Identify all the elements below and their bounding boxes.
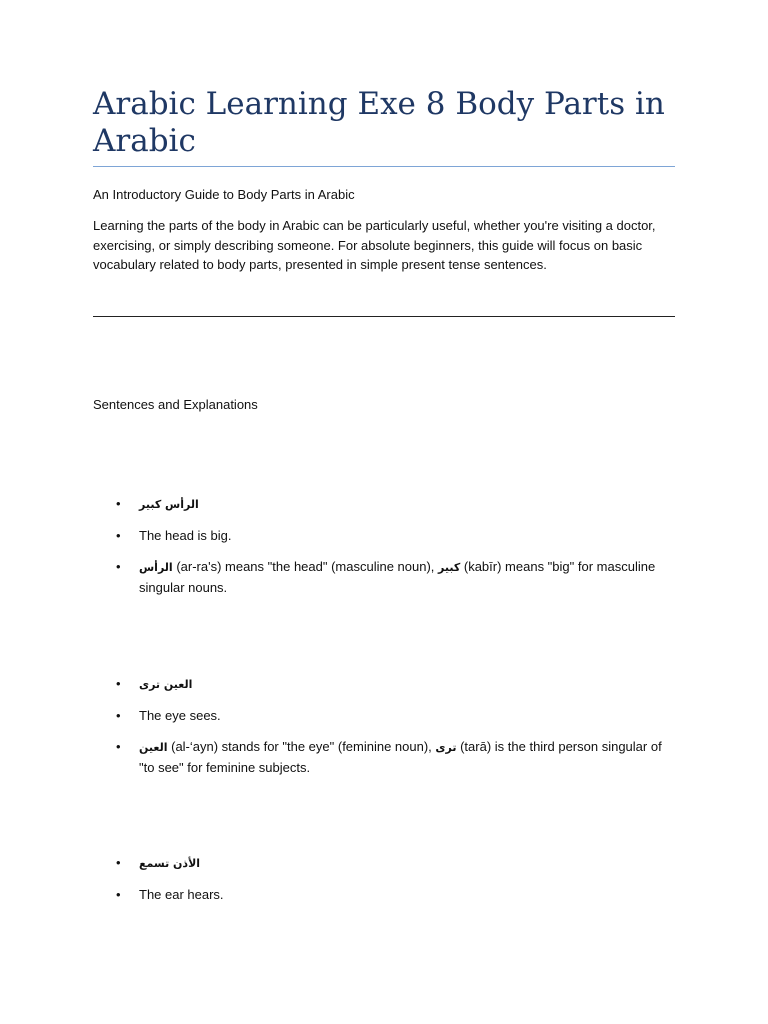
horizontal-rule — [93, 316, 675, 317]
bullet: • — [116, 676, 121, 691]
arabic-sentence: الأذن تسمع — [139, 857, 201, 870]
subtitle: An Introductory Guide to Body Parts in Arabic — [93, 187, 355, 202]
list-item — [93, 526, 675, 546]
bullet: • — [116, 528, 121, 543]
list-item — [93, 737, 675, 777]
bullet: • — [116, 855, 121, 870]
list-item — [93, 557, 675, 597]
explanation-text: (al-‘ayn) stands for "the eye" (feminine noun), — [167, 739, 436, 754]
list-item — [93, 853, 675, 874]
explanation-text: (tarā) is the third person singular of "to see" for feminine subjects. — [139, 739, 662, 775]
bullet: • — [116, 887, 121, 902]
arabic-word: الرأس — [139, 561, 173, 574]
title-underline — [93, 166, 675, 167]
list-item — [93, 674, 675, 695]
english-translation: The eye sees. — [139, 708, 221, 723]
english-translation: The ear hears. — [139, 887, 224, 902]
arabic-sentence: الرأس كبير — [139, 498, 199, 511]
bullet: • — [116, 708, 121, 723]
entry-head — [93, 494, 675, 597]
arabic-word: كبير — [438, 561, 461, 574]
explanation-text: (ar-ra's) means "the head" (masculine noun), — [172, 559, 439, 574]
section-heading: Sentences and Explanations — [93, 397, 258, 412]
bullet: • — [116, 559, 121, 574]
list-item — [93, 885, 675, 905]
english-translation: The head is big. — [139, 528, 232, 543]
list-item — [93, 706, 675, 726]
page-title: Arabic Learning Exe 8 Body Parts in Arabic — [93, 86, 665, 159]
entry-ear — [93, 853, 675, 905]
arabic-word: ترى — [435, 741, 457, 754]
arabic-sentence: العين ترى — [139, 678, 193, 691]
bullet: • — [116, 496, 121, 511]
arabic-word: العين — [139, 741, 168, 754]
list-item — [93, 494, 675, 515]
explanation-text: (kabīr) means "big" for masculine singular nouns. — [139, 559, 656, 595]
bullet: • — [116, 739, 121, 754]
intro-paragraph: Learning the parts of the body in Arabic can be particularly useful, whether you're visiting a doctor, exercising, or simply describing someone. For absolute beginners, this guide will focus on basic vocabulary related to body parts, presented in simple present tense sentences. — [93, 218, 656, 272]
entry-eye — [93, 674, 675, 777]
